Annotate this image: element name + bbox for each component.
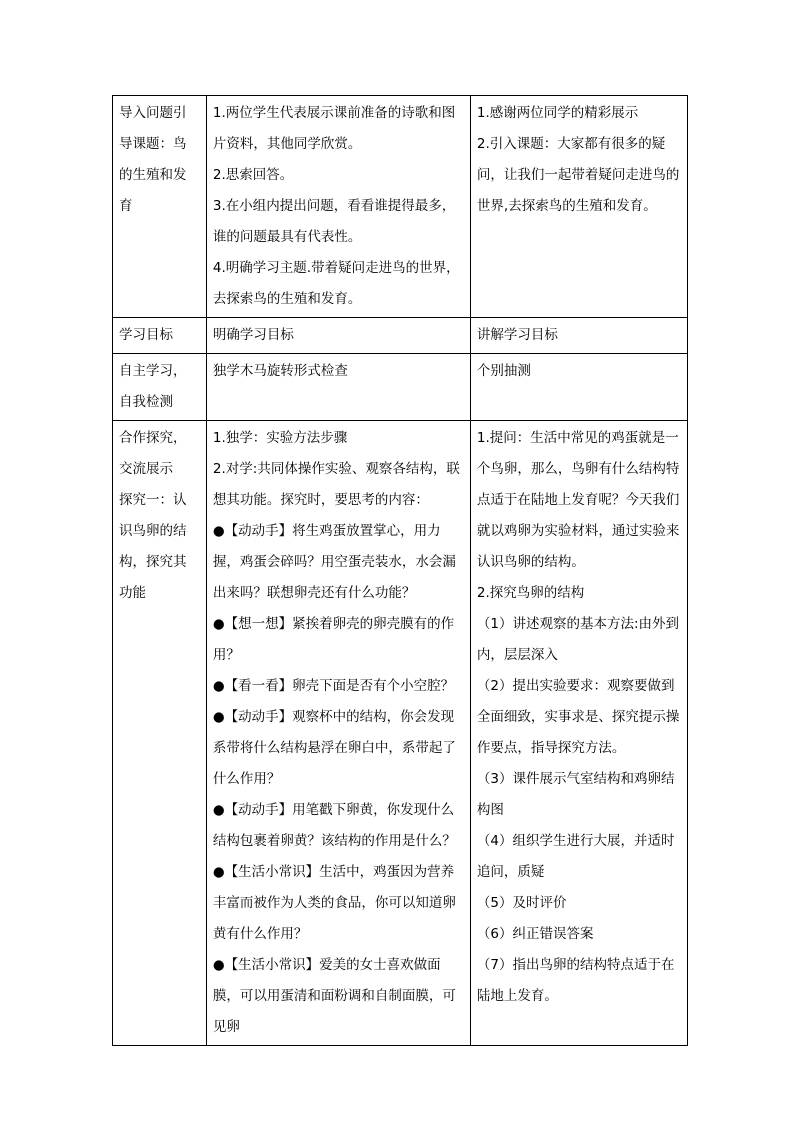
teacher-activity-item: （5）及时评价: [476, 895, 567, 911]
stage-text: 导入问题引导课题：鸟的生殖和发育: [119, 105, 187, 214]
student-activity-item: 3.在小组内提出问题，看看谁提得最多，谁的问题最具有代表性。: [212, 198, 456, 245]
student-activity-item: ●【动动手】用笔戳下卵黄，你发现什么结构包裹着卵黄？该结构的作用是什么？: [212, 802, 456, 849]
student-activity-cell: [206, 354, 470, 421]
student-activity-item: ●【生活小常识】爱美的女士喜欢做面膜，可以用蛋清和面粉调和自制面膜，可见卵: [212, 957, 456, 1035]
student-activity-item: 独学木马旋转形式检查: [212, 363, 348, 379]
table-row: [113, 421, 688, 1046]
stage-cell: [113, 354, 207, 421]
teacher-activity-cell: [470, 421, 687, 1046]
teacher-activity-cell: [470, 96, 687, 318]
teacher-activity-item: 2.探究鸟卵的结构: [476, 585, 585, 601]
teacher-activity-item: （2）提出实验要求：观察要做到全面细致，实事求是、探究提示操作要点，指导探究方法。: [476, 678, 680, 756]
teacher-activity-item: （1）讲述观察的基本方法:由外到内，层层深入: [476, 616, 680, 663]
teacher-activity-item: （7）指出鸟卵的结构特点适于在陆地上发育。: [476, 957, 675, 1004]
teacher-activity-item: 讲解学习目标: [476, 327, 558, 343]
student-activity-cell: [206, 421, 470, 1046]
teacher-activity-item: （6）纠正错误答案: [476, 926, 594, 942]
teacher-activity-cell: [470, 354, 687, 421]
table-row: [113, 354, 688, 421]
teacher-activity-item: 2.引入课题：大家都有很多的疑问，让我们一起带着疑问走进鸟的世界,去探索鸟的生殖和发育。: [476, 136, 680, 214]
stage-text: 学习目标: [119, 327, 173, 343]
student-activity-item: ●【动动手】观察杯中的结构，你会发现系带将什么结构悬浮在卵白中，系带起了什么作用？: [212, 709, 456, 787]
student-activity-item: ●【看一看】卵壳下面是否有个小空腔？: [212, 678, 455, 694]
teacher-activity-item: 个别抽测: [476, 363, 531, 379]
student-activity-item: ●【生活小常识】生活中，鸡蛋因为营养丰富而被作为人类的食品，你可以知道卵黄有什么作用？: [212, 864, 456, 942]
stage-text: 自主学习，自我检测: [119, 363, 187, 410]
stage-text: 合作探究，交流展示 探究一：认识鸟卵的结构，探究其功能: [119, 430, 187, 601]
student-activity-cell: [206, 96, 470, 318]
student-activity-item: ●【想一想】紧挨着卵壳的卵壳膜有的作用？: [212, 616, 455, 663]
teacher-activity-item: （4）组织学生进行大展，并适时追问，质疑: [476, 833, 675, 880]
teacher-activity-cell: [470, 318, 687, 354]
student-activity-cell: [206, 318, 470, 354]
table-row: [113, 318, 688, 354]
student-activity-item: 2.对学:共同体操作实验、观察各结构，联想其功能。探究时，要思考的内容：: [212, 461, 460, 508]
student-activity-item: 1.独学：实验方法步骤: [212, 430, 348, 446]
stage-cell: [113, 96, 207, 318]
student-activity-item: 4.明确学习主题.带着疑问走进鸟的世界，去探索鸟的生殖和发育。: [212, 260, 460, 307]
student-activity-item: 明确学习目标: [212, 327, 294, 343]
stage-cell: [113, 318, 207, 354]
stage-cell: [113, 421, 207, 1046]
teacher-activity-item: 1.感谢两位同学的精彩展示: [476, 105, 639, 121]
teacher-activity-item: 1.提问：生活中常见的鸡蛋就是一个鸟卵，那么，鸟卵有什么结构特点适于在陆地上发育呢？今天我们就以鸡卵为实验材料，通过实验来认识鸟卵的结构。: [476, 430, 680, 570]
student-activity-item: 2.思索回答。: [212, 167, 294, 183]
student-activity-item: 1.两位学生代表展示课前准备的诗歌和图片资料，其他同学欣赏。: [212, 105, 456, 152]
student-activity-item: ●【动动手】将生鸡蛋放置掌心，用力握，鸡蛋会碎吗？用空蛋壳装水，水会漏出来吗？联想卵壳还有什么功能？: [212, 523, 456, 601]
table-row: [113, 96, 688, 318]
lesson-plan-table: [112, 95, 688, 1046]
teacher-activity-item: （3）课件展示气室结构和鸡卵结构图: [476, 771, 675, 818]
